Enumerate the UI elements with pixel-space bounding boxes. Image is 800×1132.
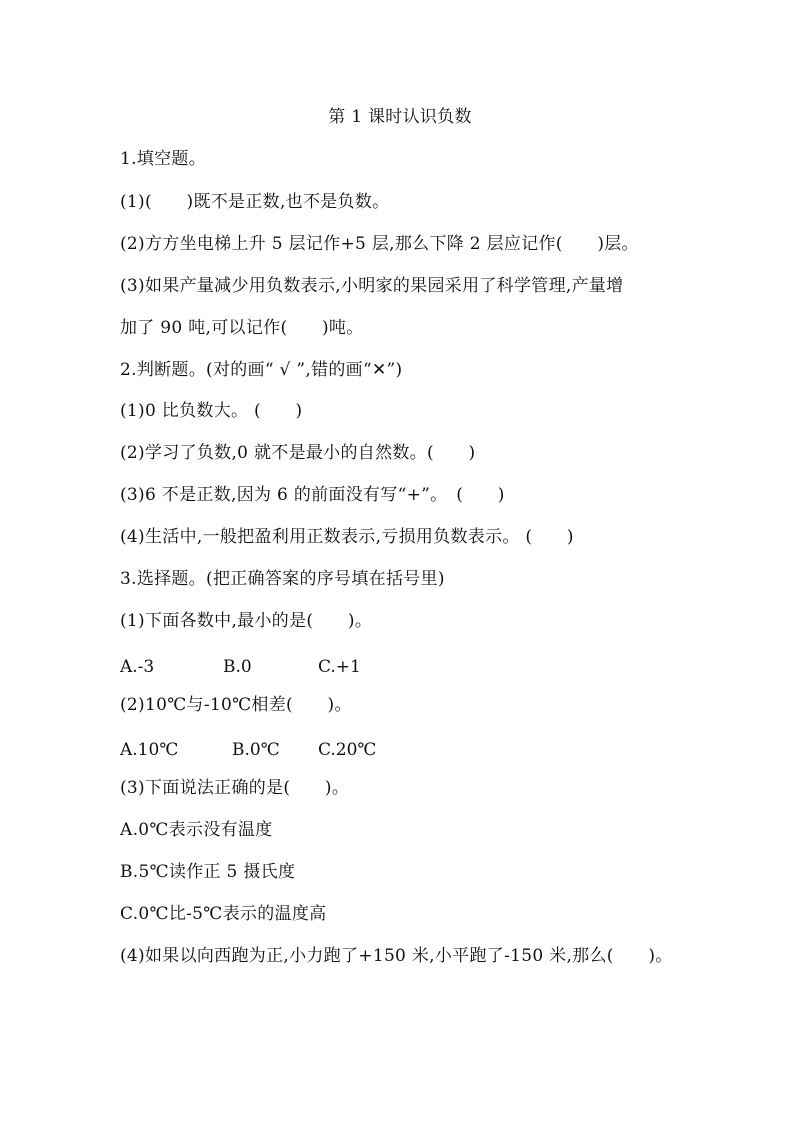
s1-question-1: (1)( )既不是正数,也不是负数。 xyxy=(120,192,390,212)
s2-question-1: (1)0 比负数大。 ( ) xyxy=(120,401,303,421)
s3-question-1: (1)下面各数中,最小的是( )。 xyxy=(120,611,373,631)
section-3-heading: 3.选择题。(把正确答案的序号填在括号里) xyxy=(120,569,445,589)
section-1-heading: 1.填空题。 xyxy=(120,149,207,169)
option-a: A.10℃ xyxy=(120,740,179,760)
s3-question-2-options xyxy=(120,739,720,761)
option-c: C.+1 xyxy=(318,657,361,677)
option-a: A.-3 xyxy=(120,657,155,677)
s1-question-3-line-2: 加了 90 吨,可以记作( )吨。 xyxy=(120,318,364,338)
s2-question-4: (4)生活中,一般把盈利用正数表示,亏损用负数表示。 ( ) xyxy=(120,527,574,547)
option-b: B.0 xyxy=(223,657,252,677)
page-title: 第 1 课时认识负数 xyxy=(328,107,472,127)
s1-question-2: (2)方方坐电梯上升 5 层记作+5 层,那么下降 2 层应记作( )层。 xyxy=(120,234,639,254)
s3-question-2: (2)10℃与-10℃相差( )。 xyxy=(120,695,352,715)
s1-question-3-line-1: (3)如果产量减少用负数表示,小明家的果园采用了科学管理,产量增 xyxy=(120,276,624,296)
s3-question-3-option-a: A.0℃表示没有温度 xyxy=(120,820,273,840)
s2-question-2: (2)学习了负数,0 就不是最小的自然数。( ) xyxy=(120,443,476,463)
s3-question-1-options xyxy=(120,656,720,678)
section-2-heading: 2.判断题。(对的画“ √ ”,错的画“✕”) xyxy=(120,360,403,380)
s3-question-4: (4)如果以向西跑为正,小力跑了+150 米,小平跑了-150 米,那么( )。 xyxy=(120,946,673,966)
s2-question-3: (3)6 不是正数,因为 6 的前面没有写“+”。 ( ) xyxy=(120,485,505,505)
s3-question-3: (3)下面说法正确的是( )。 xyxy=(120,778,350,798)
s3-question-3-option-b: B.5℃读作正 5 摄氏度 xyxy=(120,862,296,882)
s3-question-3-option-c: C.0℃比-5℃表示的温度高 xyxy=(120,904,327,924)
option-c: C.20℃ xyxy=(318,740,377,760)
option-b: B.0℃ xyxy=(232,740,280,760)
